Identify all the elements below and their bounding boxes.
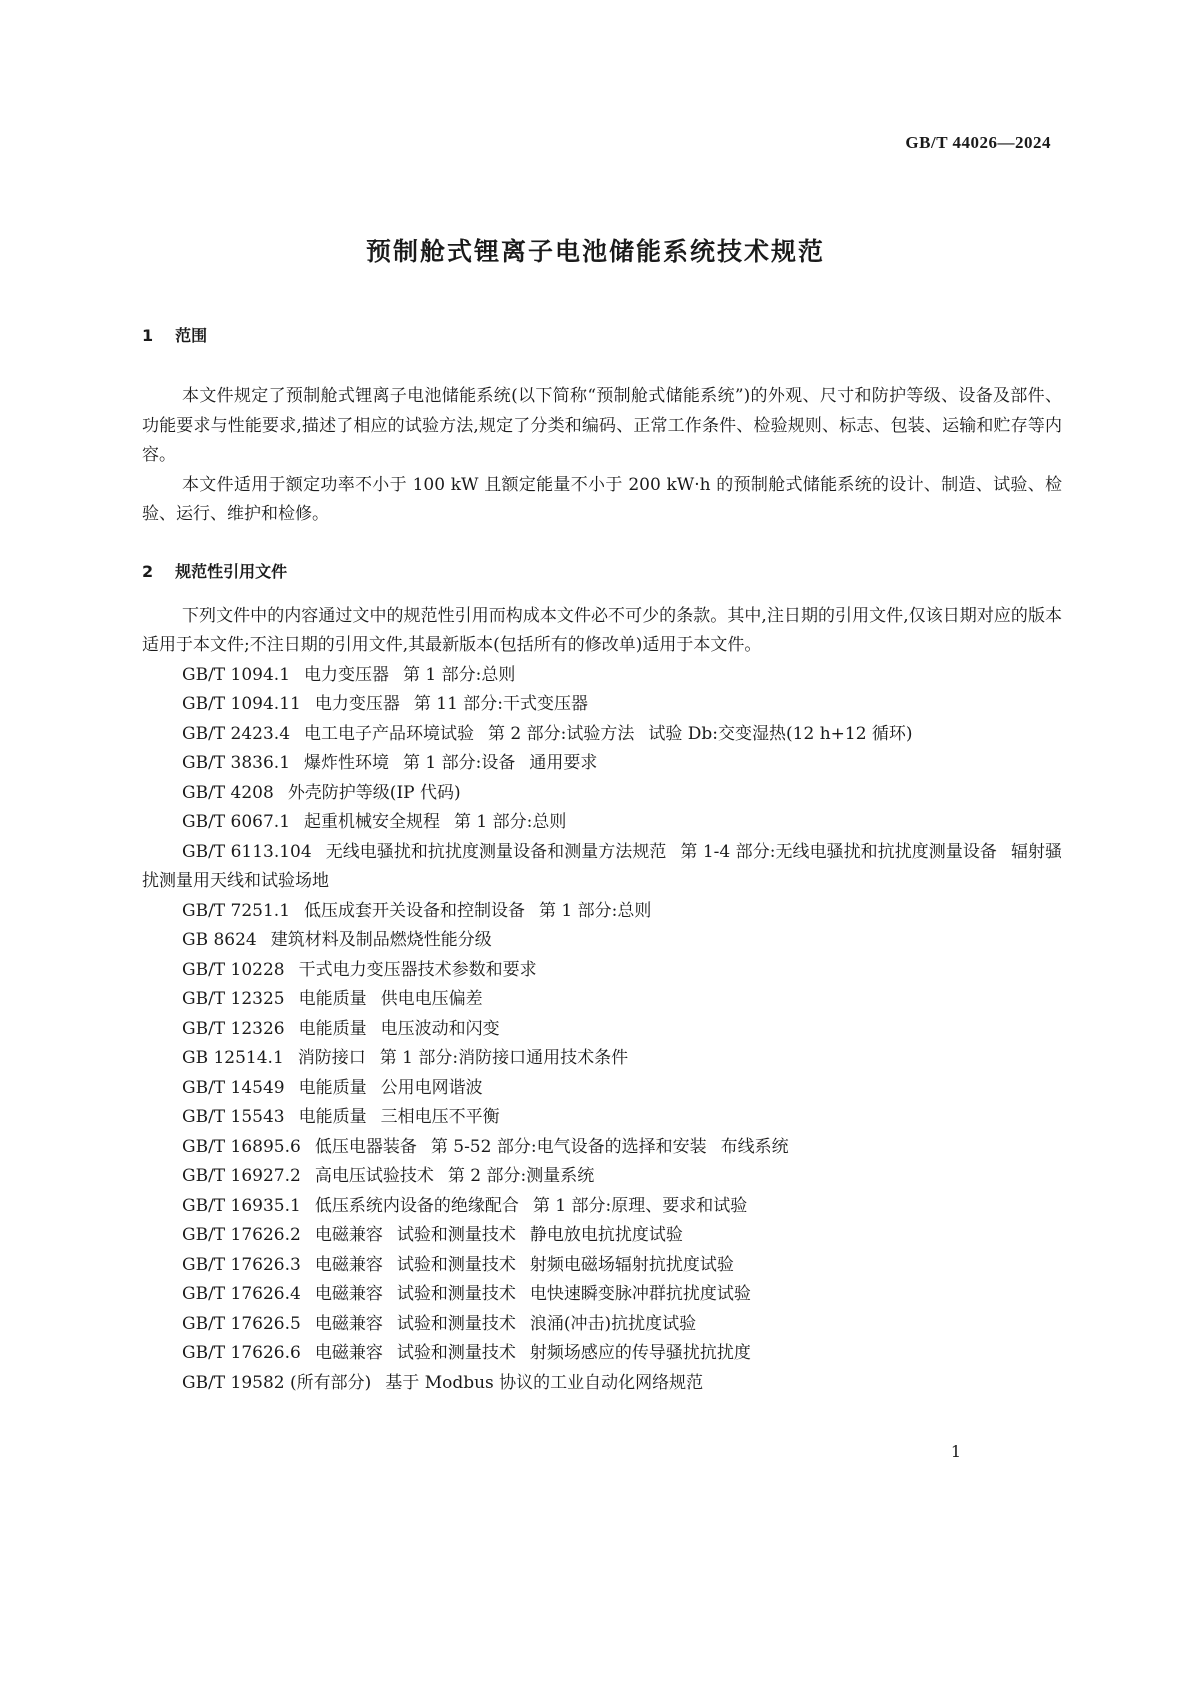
reference-item [142, 1310, 1062, 1340]
reference-code: GB/T 3836.1 [182, 753, 291, 773]
reference-item [142, 1369, 1062, 1399]
reference-item [142, 1074, 1062, 1104]
reference-item [142, 926, 1062, 956]
reference-title-part: 无线电骚扰和抗扰度测量设备和测量方法规范 [325, 841, 667, 862]
reference-title-part: 供电电压偏差 [380, 989, 483, 1009]
reference-title-part: 试验和测量技术 [396, 1343, 516, 1363]
reference-code: GB/T 17626.4 [182, 1284, 301, 1304]
reference-title-part: 电力变压器 [304, 664, 390, 685]
reference-title-part: 第 1 部分:总则 [539, 900, 652, 921]
reference-code: GB/T 6067.1 [182, 812, 291, 832]
reference-code: GB 8624 [182, 930, 257, 950]
reference-code: GB/T 4208 [182, 782, 274, 803]
reference-title-part: 第 1 部分:设备 [403, 753, 516, 773]
reference-title-part: 电快速瞬变脉冲群抗扰度试验 [529, 1284, 751, 1304]
reference-title-part: 第 2 部分:测量系统 [447, 1166, 595, 1186]
reference-code: GB/T 17626.3 [182, 1254, 301, 1275]
reference-item [142, 690, 1062, 720]
reference-title-part: 高电压试验技术 [314, 1166, 434, 1186]
reference-title-part: 电力变压器 [314, 694, 400, 714]
reference-title-part: 电磁兼容 [314, 1225, 383, 1245]
reference-item [142, 749, 1062, 779]
reference-title-part: 电磁兼容 [314, 1343, 383, 1363]
reference-title-part: 辐射骚扰测量用天线和试验场地 [142, 841, 1063, 891]
reference-item [142, 1251, 1062, 1281]
document-body [142, 320, 1062, 1398]
reference-item [142, 956, 1062, 986]
reference-title-part: 试验和测量技术 [396, 1225, 516, 1245]
reference-item [142, 1103, 1062, 1133]
paragraph: 本文件适用于额定功率不小于 100 kW 且额定能量不小于 200 kW·h 的预制舱式储能系统的设计、制造、试验、检验、运行、维护和检修。 [142, 474, 1062, 524]
reference-title-part: 电磁兼容 [314, 1284, 383, 1304]
reference-title-part: 试验和测量技术 [396, 1313, 516, 1334]
reference-item [142, 661, 1062, 691]
reference-item [142, 720, 1062, 750]
reference-item [142, 1162, 1062, 1192]
document-title: 预制舱式锂离子电池储能系统技术规范 [365, 237, 825, 266]
reference-title-part: 第 2 部分:试验方法 [488, 723, 635, 744]
reference-title-part: 低压系统内设备的绝缘配合 [314, 1195, 519, 1216]
reference-title-part: 电磁兼容 [314, 1313, 383, 1334]
reference-item [142, 1015, 1062, 1045]
reference-item [142, 985, 1062, 1015]
paragraph: 本文件规定了预制舱式锂离子电池储能系统(以下简称“预制舱式储能系统”)的外观、尺寸和防护等级、设备及部件、功能要求与性能要求,描述了相应的试验方法,规定了分类和编码、正常工作条件、检验规则、标志、包装、运输和贮存等内容。 [142, 386, 1062, 465]
reference-title-part: 电磁兼容 [314, 1254, 383, 1275]
reference-title-part: 公用电网谐波 [380, 1077, 483, 1098]
paragraph: 下列文件中的内容通过文中的规范性引用而构成本文件必不可少的条款。其中,注日期的引用文件,仅该日期对应的版本适用于本文件;不注日期的引用文件,其最新版本(包括所有的修改单)适用于本文件。 [142, 605, 1062, 655]
reference-title-part: 电能质量 [298, 1077, 367, 1098]
reference-title-part: 电工电子产品环境试验 [304, 723, 475, 744]
reference-item [142, 1133, 1062, 1163]
reference-title-part: 电能质量 [298, 1107, 367, 1127]
reference-title-part: 第 11 部分:干式变压器 [413, 694, 589, 714]
reference-title-part: 爆炸性环境 [304, 753, 390, 773]
reference-code: GB/T 10228 [182, 959, 285, 980]
reference-code: GB 12514.1 [182, 1048, 284, 1068]
reference-title-part: 第 1 部分:总则 [403, 664, 516, 685]
reference-code: GB/T 1094.11 [182, 694, 301, 714]
reference-code: GB/T 16895.6 [182, 1136, 301, 1157]
section-2-heading [142, 556, 1062, 588]
reference-item [142, 897, 1062, 927]
reference-title-part: 三相电压不平衡 [380, 1107, 500, 1127]
reference-code: GB/T 6113.104 [182, 841, 312, 862]
section-title: 规范性引用文件 [175, 561, 288, 581]
reference-title-part: 第 5-52 部分:电气设备的选择和安装 [430, 1136, 707, 1157]
reference-title-part: 外壳防护等级(IP 代码) [287, 782, 461, 803]
reference-item [142, 1221, 1062, 1251]
reference-title-part: 电压波动和闪变 [380, 1018, 500, 1039]
reference-title-part: 试验和测量技术 [396, 1254, 516, 1275]
reference-code: GB/T 12325 [182, 989, 285, 1009]
reference-item [142, 808, 1062, 838]
reference-title-part: 静电放电抗扰度试验 [529, 1225, 683, 1245]
reference-title-part: 起重机械安全规程 [304, 812, 441, 832]
standard-code: GB/T 44026—2024 [905, 133, 1051, 152]
reference-code: GB/T 2423.4 [182, 723, 291, 744]
reference-code: GB/T 16927.2 [182, 1166, 301, 1186]
reference-title-part: 射频场感应的传导骚扰抗扰度 [529, 1343, 751, 1363]
reference-title-part: 浪涌(冲击)抗扰度试验 [529, 1313, 697, 1334]
reference-code: GB/T 17626.5 [182, 1313, 301, 1334]
reference-item [142, 1192, 1062, 1222]
reference-title-part: 试验和测量技术 [396, 1284, 516, 1304]
reference-code: GB/T 12326 [182, 1018, 285, 1039]
reference-code: GB/T 19582 (所有部分) [182, 1372, 372, 1393]
section-number: 2 [142, 561, 154, 581]
reference-title-part: 第 1 部分:原理、要求和试验 [532, 1195, 748, 1216]
reference-title-part: 第 1 部分:消防接口通用技术条件 [379, 1048, 629, 1068]
section-title: 范围 [175, 326, 208, 345]
reference-code: GB/T 17626.2 [182, 1225, 301, 1245]
reference-title-part: 试验 Db:交变湿热(12 h+12 循环) [648, 723, 913, 744]
reference-item [142, 838, 1062, 897]
reference-title-part: 消防接口 [297, 1048, 366, 1068]
section-number: 1 [142, 326, 154, 345]
reference-title-part: 低压成套开关设备和控制设备 [304, 900, 526, 921]
reference-item [142, 1339, 1062, 1369]
reference-code: GB/T 16935.1 [182, 1195, 301, 1216]
reference-code: GB/T 15543 [182, 1107, 285, 1127]
reference-title-part: 基于 Modbus 协议的工业自动化网络规范 [385, 1372, 704, 1393]
reference-title-part: 通用要求 [529, 753, 598, 773]
reference-title-part: 第 1 部分:总则 [454, 812, 567, 832]
reference-title-part: 电能质量 [298, 989, 367, 1009]
reference-item [142, 1280, 1062, 1310]
reference-code: GB/T 14549 [182, 1077, 285, 1098]
section-1-heading [142, 320, 1062, 352]
reference-code: GB/T 17626.6 [182, 1343, 301, 1363]
reference-title-part: 建筑材料及制品燃烧性能分级 [270, 930, 492, 950]
reference-title-part: 第 1-4 部分:无线电骚扰和抗扰度测量设备 [680, 841, 997, 862]
reference-title-part: 布线系统 [720, 1136, 789, 1157]
page-number: 1 [950, 1442, 961, 1461]
reference-list [142, 661, 1062, 1399]
reference-title-part: 低压电器装备 [314, 1136, 417, 1157]
reference-title-part: 干式电力变压器技术参数和要求 [298, 959, 537, 980]
reference-title-part: 射频电磁场辐射抗扰度试验 [529, 1254, 734, 1275]
reference-code: GB/T 7251.1 [182, 900, 291, 921]
reference-code: GB/T 1094.1 [182, 664, 291, 685]
reference-title-part: 电能质量 [298, 1018, 367, 1039]
reference-item [142, 1044, 1062, 1074]
reference-item [142, 779, 1062, 809]
